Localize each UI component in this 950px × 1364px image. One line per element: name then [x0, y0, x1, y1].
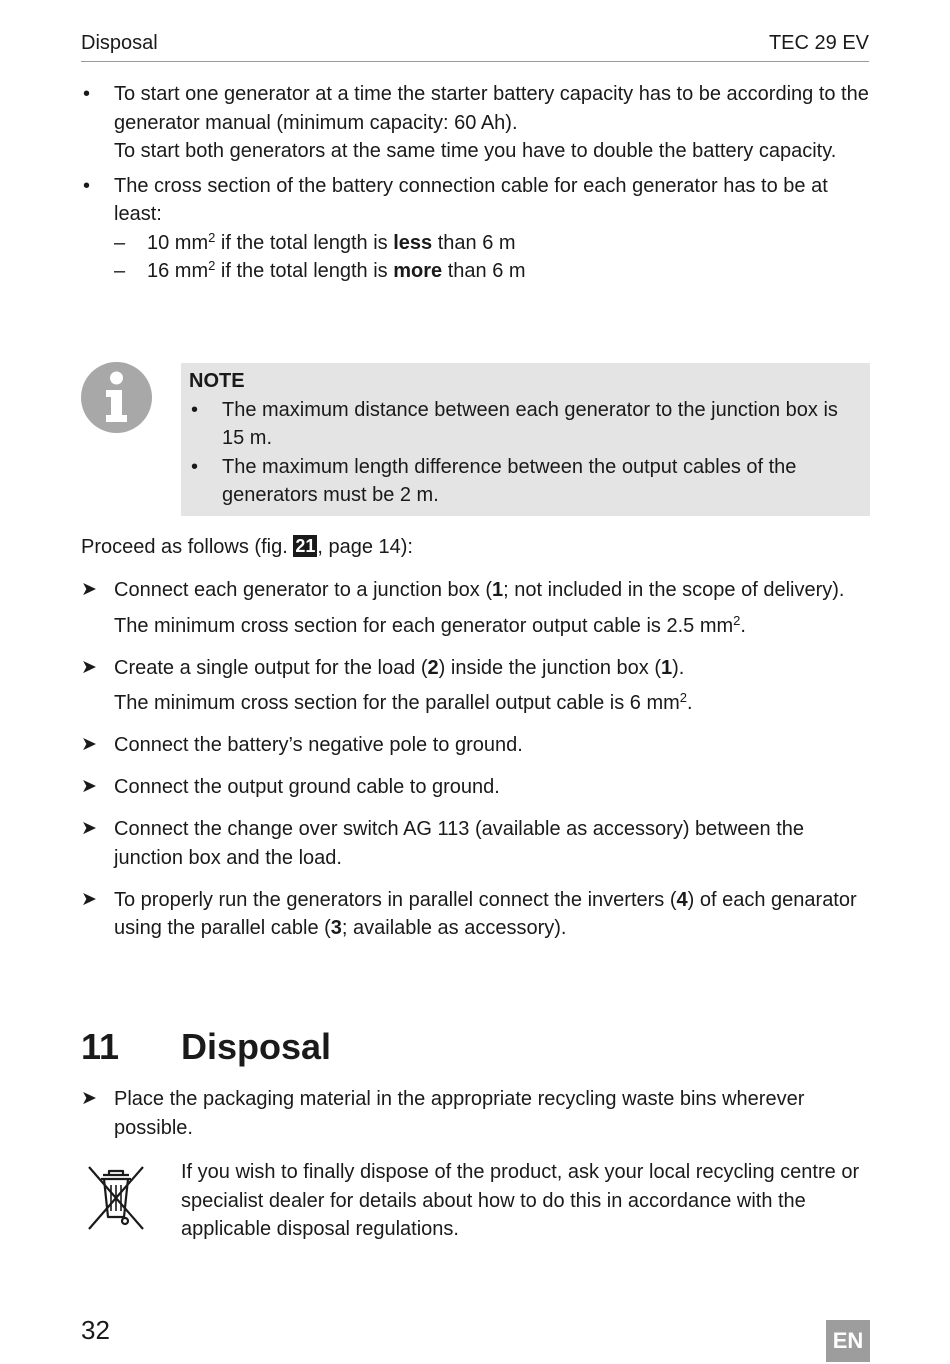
dash-text: than 6 m — [442, 260, 526, 282]
superscript: 2 — [208, 229, 216, 245]
dash-emphasis: more — [393, 260, 443, 282]
note-item — [189, 453, 862, 510]
note-box — [181, 363, 870, 516]
procedure-steps — [81, 576, 870, 956]
dash-symbol: – — [114, 260, 126, 282]
figure-reference: 21 — [295, 536, 316, 556]
dash-text: than 6 m — [432, 231, 516, 254]
bullet-symbol: • — [191, 455, 199, 478]
section-title: Disposal — [181, 1026, 332, 1067]
section-heading — [81, 1022, 331, 1072]
step-item — [81, 1085, 870, 1142]
step-text: Connect the change over switch AG 113 (available as accessory) between the junction box and the load. — [114, 818, 805, 869]
note-title: NOTE — [189, 370, 245, 392]
disposal-step — [81, 1085, 870, 1156]
proceed-intro — [81, 533, 413, 562]
step-text: Connect each generator to a junction box (1; not included in the scope of delivery). — [114, 579, 845, 601]
arrow-icon: ➤ — [81, 656, 97, 678]
dash-text: if the total length is — [215, 231, 394, 254]
info-icon — [81, 362, 152, 433]
header-section: Disposal — [81, 32, 158, 54]
arrow-icon: ➤ — [81, 734, 97, 755]
cross-section-text: The cross section of the battery connection cable for each generator has to be at least: — [114, 174, 828, 225]
step-text: To properly run the generators in parallel connect the inverters (4) of each genarator using the parallel cable (3; available as accessory). — [114, 888, 857, 939]
step-item — [81, 773, 870, 802]
requirements-list — [81, 80, 870, 292]
page-header — [81, 28, 869, 62]
superscript: 2 — [208, 258, 216, 273]
dash-item — [114, 257, 870, 286]
dash-text: if the total length is — [215, 260, 394, 282]
dash-item — [114, 229, 870, 258]
step-item — [81, 576, 870, 640]
bullet-symbol: • — [83, 174, 91, 197]
step-text: Connect the battery’s negative pole to ground. — [114, 734, 523, 756]
dash-emphasis: less — [393, 231, 433, 254]
note-text: The maximum distance between each generator to the junction box is 15 m. — [222, 398, 838, 449]
step-item — [81, 731, 870, 760]
header-model: TEC 29 EV — [768, 32, 869, 54]
dash-value: 16 mm — [147, 260, 209, 282]
list-item — [81, 80, 870, 166]
step-text: Create a single output for the load (2) inside the junction box (1). — [114, 656, 685, 679]
step-item — [81, 886, 870, 943]
note-item — [189, 396, 862, 453]
arrow-icon: ➤ — [81, 776, 97, 797]
arrow-icon: ➤ — [81, 888, 97, 910]
language-badge: EN — [826, 1320, 870, 1362]
dash-symbol: – — [114, 231, 126, 254]
crossed-out-bin-icon — [81, 1163, 151, 1233]
note-text: The maximum length difference between the output cables of the generators must be 2 m. — [222, 455, 797, 506]
step-text: Connect the output ground cable to ground. — [114, 776, 500, 798]
bullet-symbol: • — [191, 398, 199, 421]
step-item — [81, 654, 870, 718]
arrow-icon: ➤ — [81, 1088, 97, 1109]
battery-capacity-text: To start one generator at a time the starter battery capacity has to be according to the generator manual (minimum capacity: 60 Ah). — [114, 83, 869, 134]
proceed-text: , page 14): — [317, 536, 413, 558]
section-number: 11 — [81, 1026, 120, 1067]
disposal-text: If you wish to finally dispose of the product, ask your local recycling centre or specialist dealer for details about how to do this in accordance with the applicable disposal regulations. — [181, 1161, 860, 1240]
dash-value: 10 mm — [147, 231, 209, 254]
bullet-symbol: • — [83, 83, 91, 105]
arrow-icon: ➤ — [81, 579, 97, 600]
proceed-text: Proceed as follows (fig. — [81, 536, 294, 558]
step-result: The minimum cross section for the parallel output cable is 6 $mm^2$. — [114, 690, 693, 714]
step-result: The minimum cross section for each generator output cable is 2.5 $mm^2$. — [114, 612, 746, 637]
step-text: Place the packaging material in the appropriate recycling waste bins wherever possible. — [114, 1088, 805, 1139]
battery-double-text: To start both generators at the same time you have to double the battery capacity. — [114, 140, 837, 162]
page-number: 32 — [81, 1315, 110, 1345]
step-item — [81, 815, 870, 872]
arrow-icon: ➤ — [81, 818, 97, 839]
list-item — [81, 172, 870, 286]
